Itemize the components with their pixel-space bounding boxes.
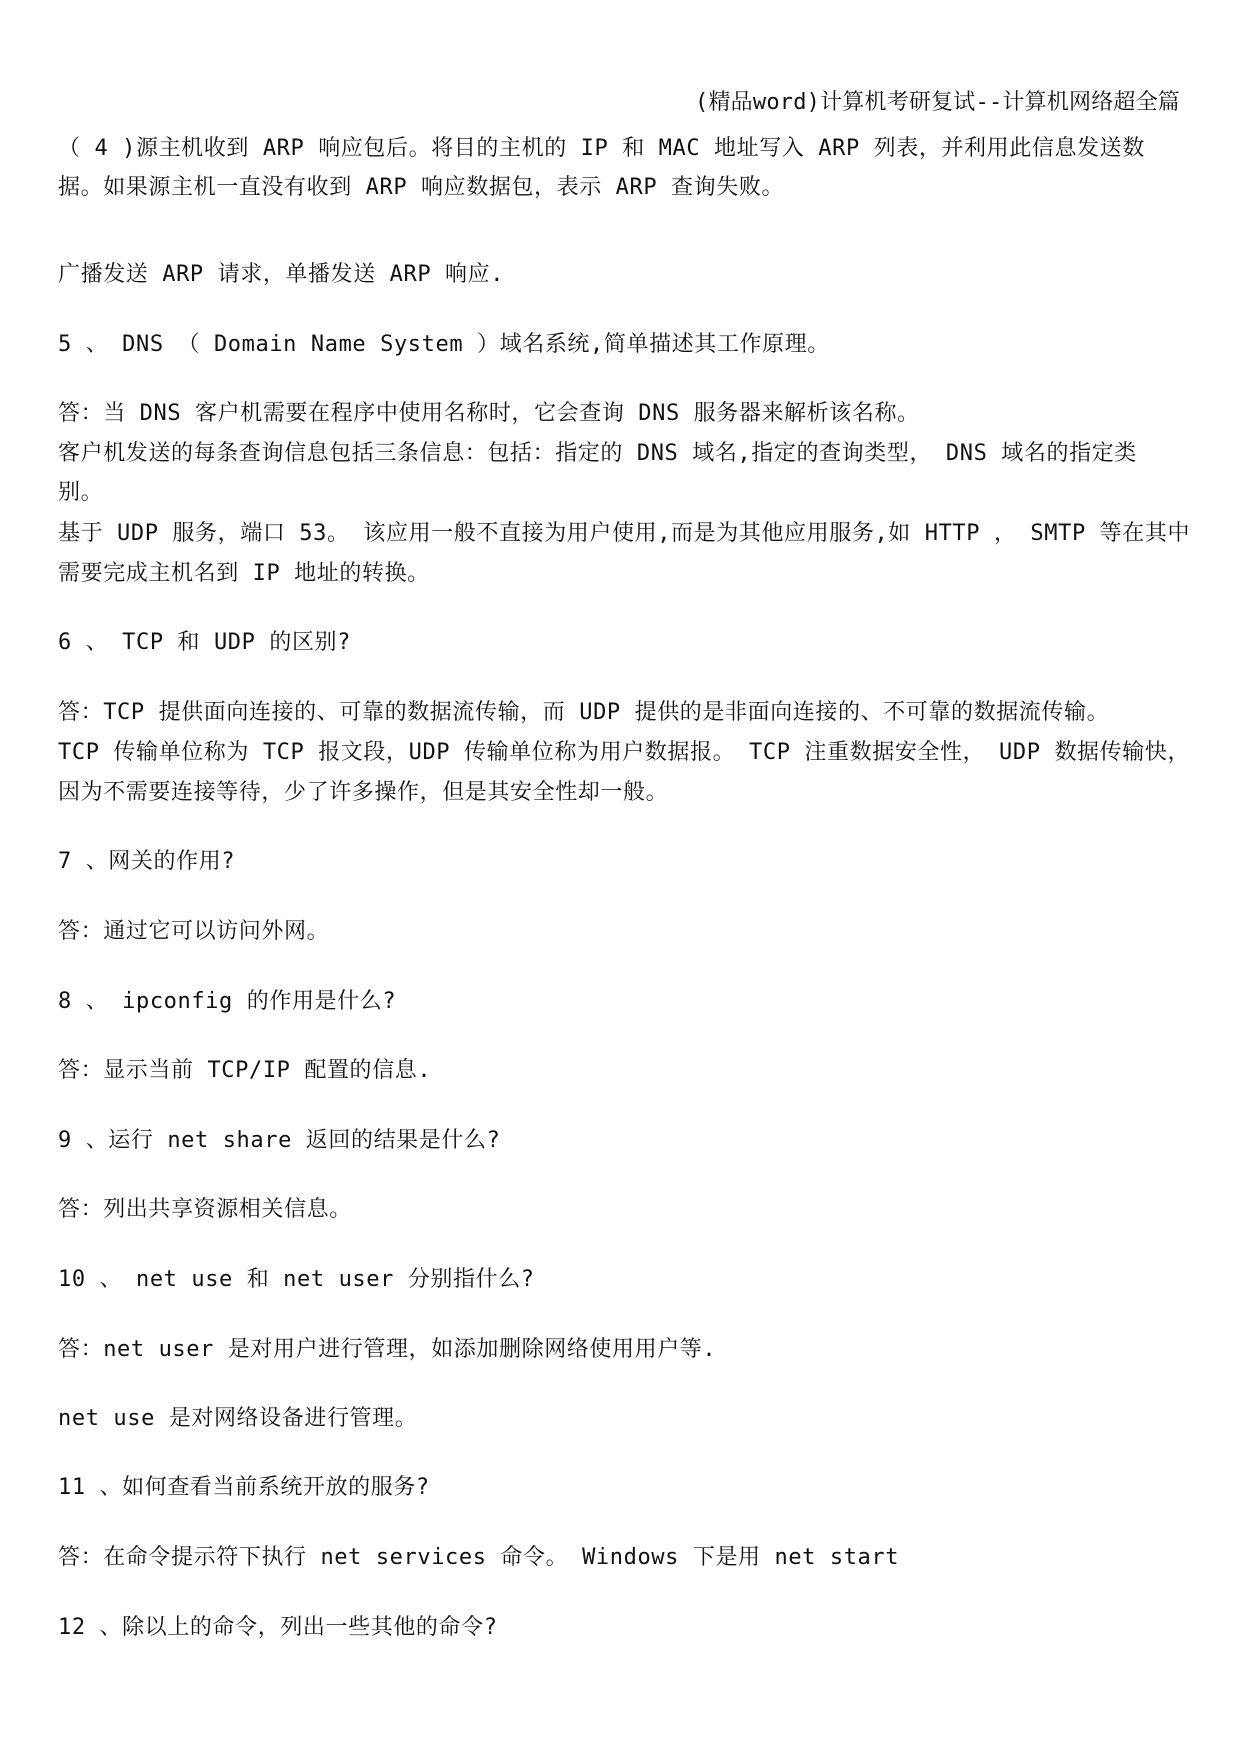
paragraph-line: 别。 — [58, 480, 104, 505]
section-heading-ipconfig: 8 、 ipconfig 的作用是什么? — [58, 989, 397, 1014]
paragraph-line: 据。如果源主机一直没有收到 ARP 响应数据包，表示 ARP 查询失败。 — [58, 175, 785, 200]
paragraph-line: 答：net user 是对用户进行管理，如添加删除网络使用用户等. — [58, 1337, 717, 1362]
paragraph-line: 广播发送 ARP 请求，单播发送 ARP 响应. — [58, 262, 505, 287]
section-heading-tcp-udp: 6 、 TCP 和 UDP 的区别? — [58, 630, 351, 655]
paragraph-line: 因为不需要连接等待，少了许多操作，但是其安全性却一般。 — [58, 780, 669, 805]
paragraph-line: 答：列出共享资源相关信息。 — [58, 1197, 352, 1222]
paragraph-line: 需要完成主机名到 IP 地址的转换。 — [58, 561, 430, 586]
paragraph-line: net use 是对网络设备进行管理。 — [58, 1406, 418, 1431]
section-heading-services: 11 、如何查看当前系统开放的服务? — [58, 1475, 430, 1500]
section-heading-dns: 5 、 DNS （ Domain Name System ）域名系统,简单描述其工作原理。 — [58, 332, 830, 357]
paragraph-line: 答：当 DNS 客户机需要在程序中使用名称时，它会查询 DNS 服务器来解析该名称。 — [58, 401, 920, 426]
section-heading-other-commands: 12 、除以上的命令，列出一些其他的命令? — [58, 1615, 498, 1640]
paragraph-line: 答：在命令提示符下执行 net services 命令。 Windows 下是用 net start — [58, 1545, 900, 1570]
paragraph-line: 答：TCP 提供面向连接的、可靠的数据流传输，而 UDP 提供的是非面向连接的、不可靠的数据流传输。 — [58, 700, 1110, 725]
section-heading-net-share: 9 、运行 net share 返回的结果是什么? — [58, 1128, 501, 1153]
section-heading-net-use: 10 、 net use 和 net user 分别指什么? — [58, 1267, 535, 1292]
paragraph-line: （ 4 )源主机收到 ARP 响应包后。将目的主机的 IP 和 MAC 地址写入 ARP 列表，并利用此信息发送数 — [58, 136, 1145, 161]
paragraph-line: 基于 UDP 服务，端口 53。 该应用一般不直接为用户使用,而是为其他应用服务,如 HTTP ， SMTP 等在其中 — [58, 521, 1191, 546]
paragraph-line: 客户机发送的每条查询信息包括三条信息：包括：指定的 DNS 域名,指定的查询类型， DNS 域名的指定类 — [58, 441, 1137, 466]
section-heading-gateway: 7 、网关的作用? — [58, 849, 236, 874]
paragraph-line: 答：显示当前 TCP/IP 配置的信息. — [58, 1058, 432, 1083]
paragraph-line: TCP 传输单位称为 TCP 报文段，UDP 传输单位称为用户数据报。 TCP 注重数据安全性， UDP 数据传输快， — [58, 740, 1191, 765]
running-header: (精品word)计算机考研复试--计算机网络超全篇 — [695, 90, 1180, 115]
paragraph-line: 答：通过它可以访问外网。 — [58, 919, 330, 944]
